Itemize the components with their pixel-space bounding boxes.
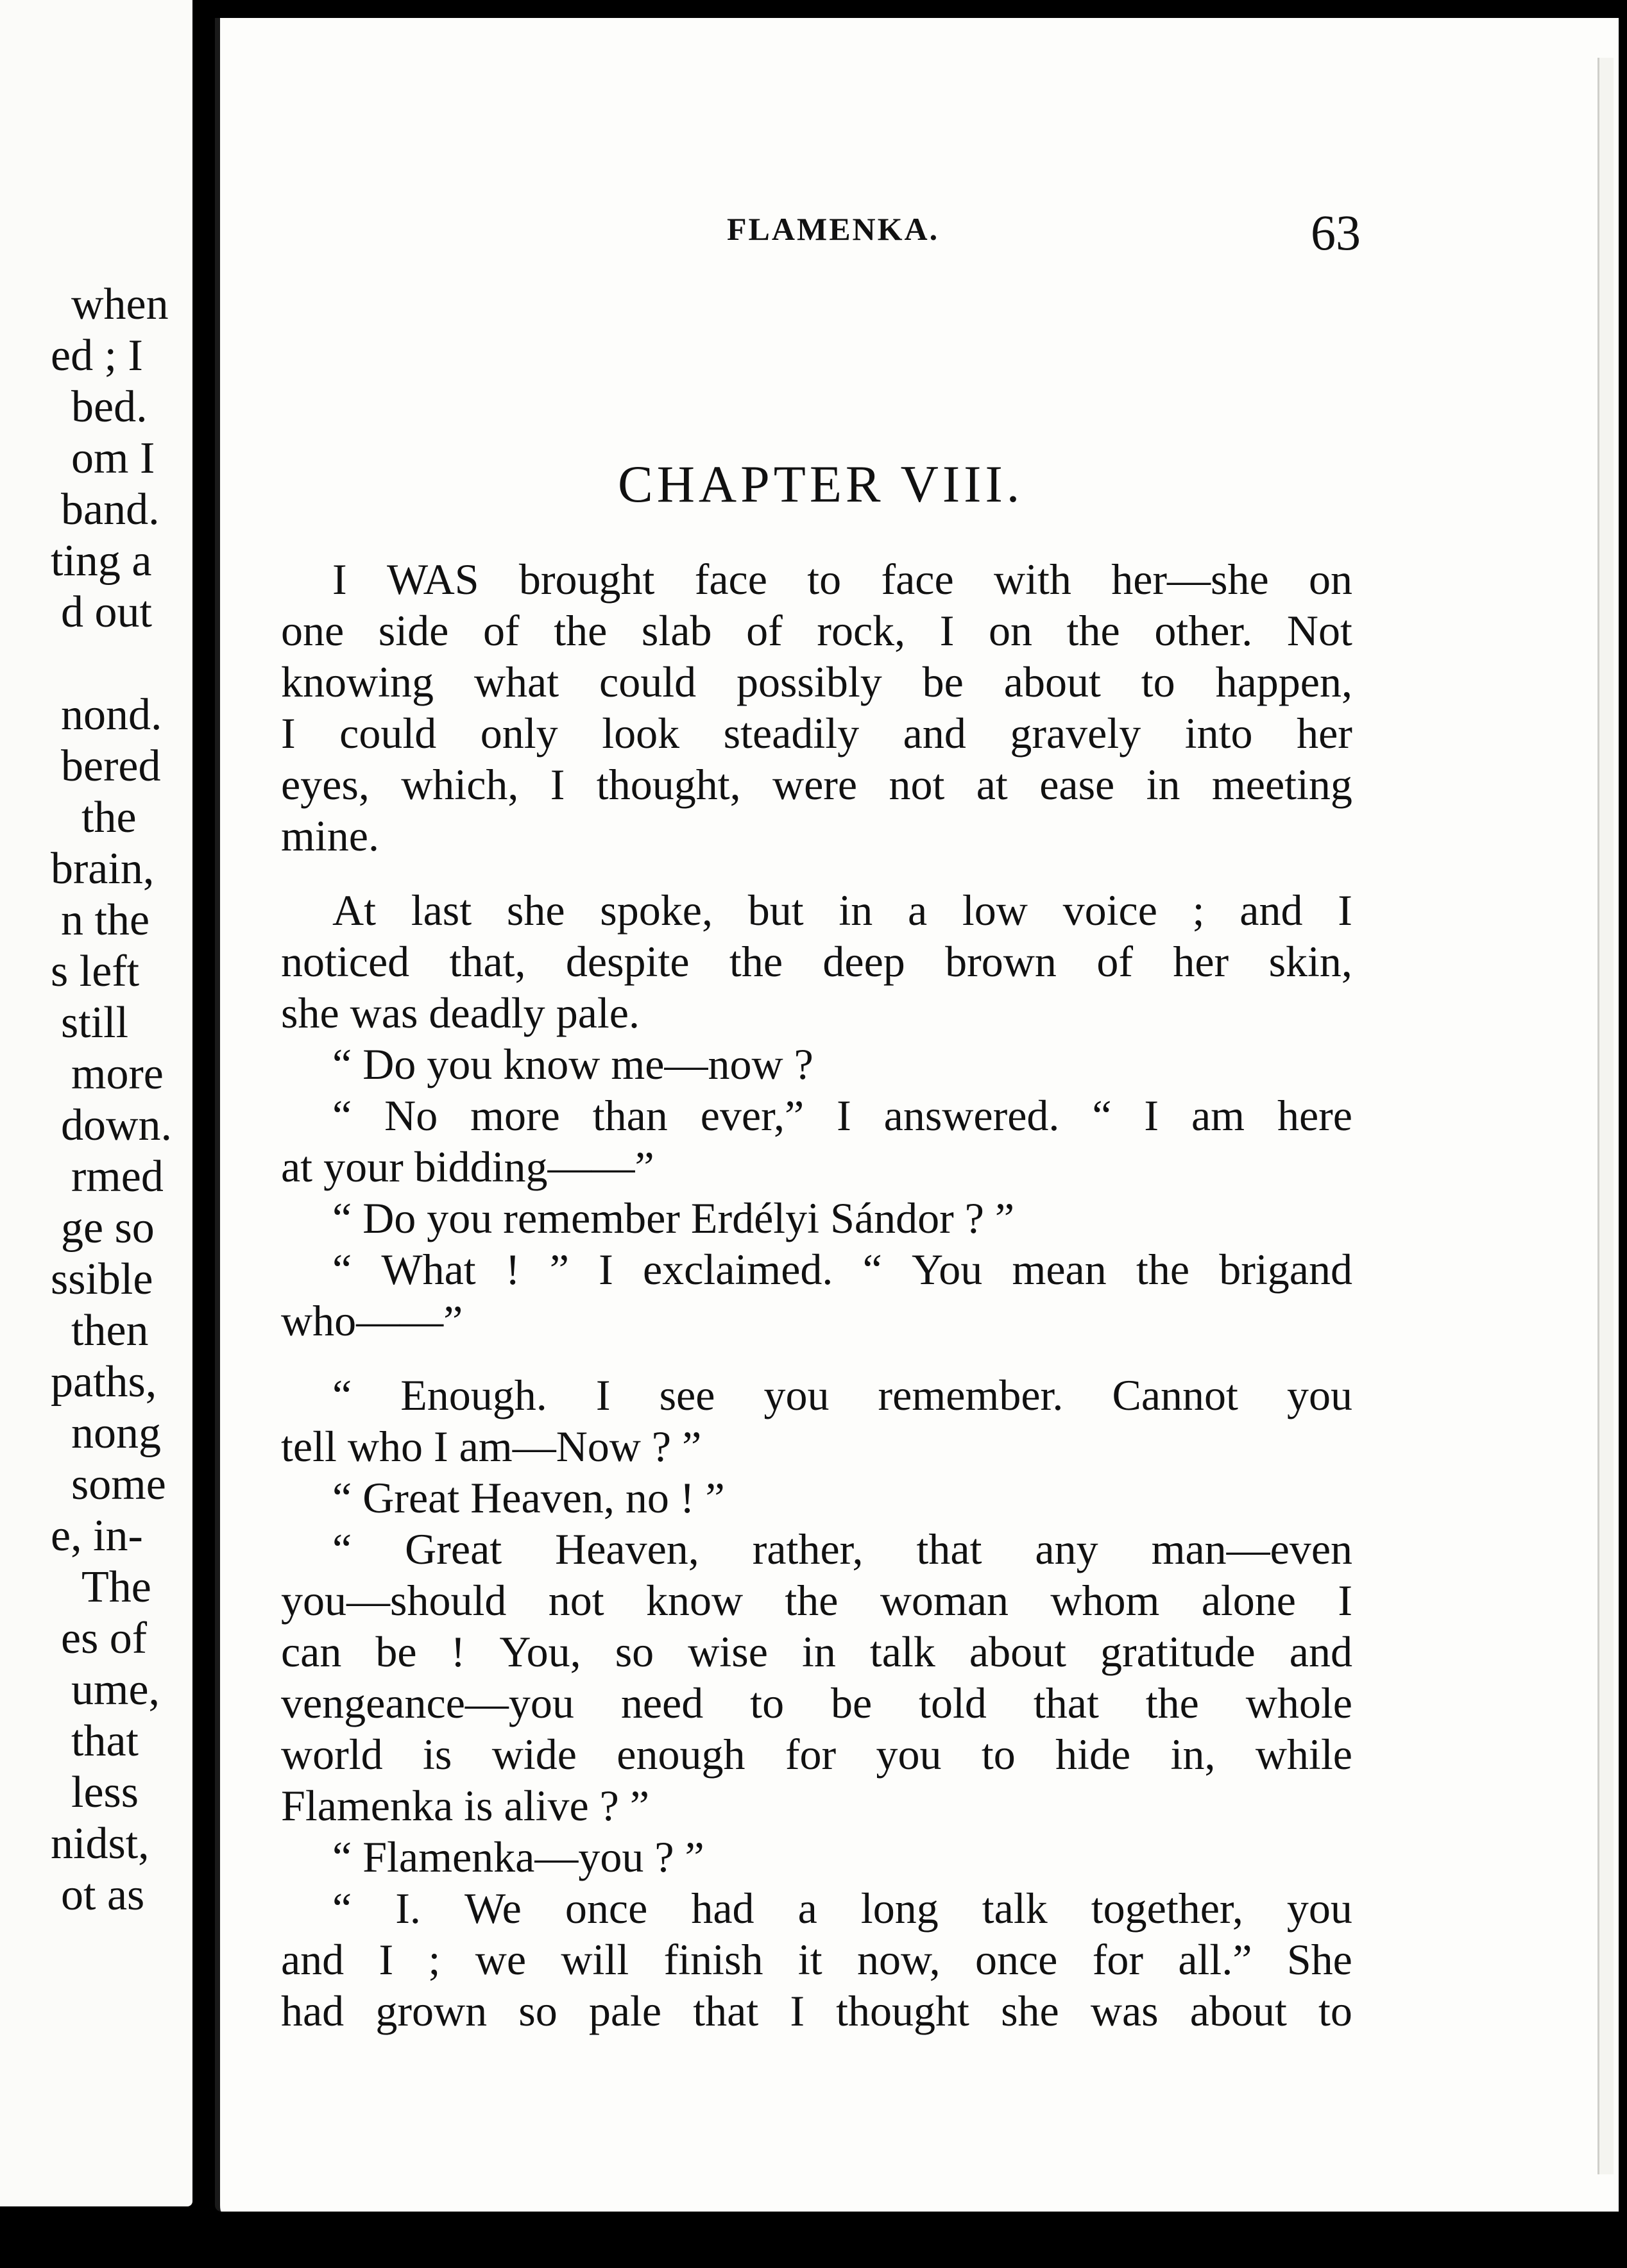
word: I	[1338, 886, 1352, 935]
word: I	[790, 1986, 805, 2035]
word: Sándor	[830, 1194, 954, 1242]
word: and	[1289, 1627, 1352, 1676]
word: “	[332, 1194, 352, 1242]
word: what	[473, 657, 559, 706]
word: ?	[964, 1194, 984, 1242]
word: know	[503, 1040, 601, 1088]
word: voice	[1062, 886, 1157, 935]
word: I	[550, 760, 565, 809]
previous-page-line: es of	[61, 1614, 148, 1663]
word: hide	[1055, 1730, 1131, 1779]
word: once	[565, 1884, 648, 1933]
previous-page-line: ting a	[51, 536, 152, 586]
word: the	[785, 1576, 839, 1625]
word: be	[375, 1627, 417, 1676]
word: to	[981, 1730, 1016, 1779]
word: finish	[663, 1935, 763, 1984]
word: no	[625, 1473, 669, 1522]
word: at	[976, 760, 1008, 809]
word: need	[620, 1679, 704, 1727]
previous-page-line: then	[71, 1306, 149, 1355]
page-number: 63	[1311, 205, 1361, 260]
previous-page-line: paths,	[51, 1357, 157, 1407]
word: you	[1286, 1371, 1352, 1419]
previous-page-line: s left	[51, 947, 140, 996]
word: bidding——”	[414, 1142, 654, 1191]
text-line	[281, 1677, 1352, 1729]
word: you—should	[281, 1576, 507, 1625]
word: in	[1146, 760, 1180, 809]
word: so	[518, 1986, 558, 2035]
word: about	[1189, 1986, 1287, 2035]
word: I	[379, 1935, 394, 1984]
previous-page-line: nong	[71, 1409, 161, 1458]
word: any	[1035, 1525, 1098, 1573]
word: had	[281, 1986, 345, 2035]
previous-page-line: nond.	[61, 690, 162, 740]
word: we	[475, 1935, 527, 1984]
word: WAS	[386, 555, 479, 604]
word: to	[807, 555, 842, 604]
word: a	[797, 1884, 817, 1933]
word: not	[548, 1576, 604, 1625]
word: brown	[945, 937, 1057, 986]
text-line	[281, 1244, 1352, 1295]
word: in	[801, 1627, 836, 1676]
text-line	[281, 1729, 1352, 1780]
word: man—even	[1151, 1525, 1352, 1573]
running-head: FLAMENKA.	[727, 211, 940, 247]
word: the	[554, 606, 608, 655]
word: ”	[549, 1245, 569, 1294]
previous-page-line: ume,	[71, 1665, 160, 1714]
word: ?	[599, 1781, 619, 1830]
word: you	[763, 1371, 830, 1419]
word: ?	[654, 1832, 674, 1881]
text-line	[281, 1421, 1352, 1472]
word: “	[332, 1473, 352, 1522]
text-line	[281, 1780, 1352, 1831]
word: brought	[518, 555, 655, 604]
word: deep	[822, 937, 905, 986]
word: and	[1239, 886, 1303, 935]
previous-page-fragment	[0, 0, 192, 2206]
word: Cannot	[1112, 1371, 1238, 1419]
word: I	[433, 1422, 448, 1471]
word: wise	[688, 1627, 768, 1676]
previous-page-line: less	[71, 1768, 139, 1817]
word: ease	[1039, 760, 1115, 809]
word: is	[423, 1730, 452, 1779]
word: her—she	[1111, 555, 1269, 604]
text-line	[281, 1575, 1352, 1626]
word: wide	[491, 1730, 577, 1779]
word: that	[1033, 1679, 1099, 1727]
word: but	[747, 886, 804, 935]
previous-page-line: ge so	[61, 1203, 155, 1253]
word: had	[691, 1884, 754, 1933]
word: be	[831, 1679, 873, 1727]
word: talk	[982, 1884, 1048, 1933]
previous-page-line: ed ; I	[51, 331, 143, 380]
word: me—now	[611, 1040, 783, 1088]
text-line	[281, 1831, 1352, 1883]
word: answered.	[883, 1091, 1060, 1140]
word: all.”	[1178, 1935, 1252, 1984]
word: of	[746, 606, 783, 655]
word: !	[505, 1245, 520, 1294]
word: once	[975, 1935, 1058, 1984]
word: “	[332, 1525, 352, 1573]
word: while	[1255, 1730, 1352, 1779]
word: “	[332, 1371, 352, 1419]
word: steadily	[723, 709, 860, 757]
word: brigand	[1219, 1245, 1352, 1294]
word: ;	[1192, 886, 1205, 935]
word: pale	[588, 1986, 662, 2035]
word: ”	[685, 1832, 704, 1881]
word: You	[911, 1245, 983, 1294]
word: rock,	[817, 606, 906, 655]
word: rather,	[752, 1525, 864, 1573]
word: I	[1338, 1576, 1352, 1625]
previous-page-line: ssible	[51, 1255, 153, 1304]
previous-page-line: The	[81, 1562, 151, 1612]
word: Do	[362, 1040, 416, 1088]
word: it	[797, 1935, 822, 1984]
word: only	[480, 709, 558, 757]
text-line	[281, 810, 1352, 861]
word: who	[347, 1422, 423, 1471]
word: thought	[836, 1986, 969, 2035]
word: could	[599, 657, 697, 706]
text-line	[281, 1192, 1352, 1244]
word: Heaven,	[555, 1525, 699, 1573]
text-line	[281, 1883, 1352, 1934]
word: I	[1144, 1091, 1159, 1140]
word: skin,	[1268, 937, 1352, 986]
word: she	[281, 988, 339, 1037]
word: into	[1184, 709, 1253, 757]
previous-page-line: rmed	[71, 1152, 164, 1201]
word: !	[679, 1473, 695, 1522]
text-line	[281, 1626, 1352, 1677]
word: that,	[449, 937, 526, 986]
word: ;	[428, 1935, 441, 1984]
word: were	[772, 760, 858, 809]
word: Heaven,	[470, 1473, 615, 1522]
word: ever,”	[700, 1091, 805, 1140]
text-line	[281, 759, 1352, 810]
word: here	[1277, 1091, 1352, 1140]
word: Flamenka—you	[362, 1832, 644, 1881]
text-line	[281, 1472, 1352, 1523]
previous-page-line: d out	[61, 588, 152, 637]
word: that	[693, 1986, 759, 2035]
word: you	[876, 1730, 942, 1779]
word: meeting	[1211, 760, 1352, 809]
page-edge	[1597, 58, 1614, 2174]
word: I	[837, 1091, 851, 1140]
word: What	[381, 1245, 476, 1294]
word: Enough.	[400, 1371, 547, 1419]
word: be	[922, 657, 964, 706]
word: remember	[503, 1194, 680, 1242]
word: was	[1090, 1986, 1159, 2035]
word: vengeance—you	[281, 1679, 574, 1727]
word: for	[1092, 1935, 1144, 1984]
word: your	[323, 1142, 404, 1191]
previous-page-line: bed.	[71, 382, 148, 432]
word: one	[281, 606, 345, 655]
word: for	[785, 1730, 837, 1779]
text-line	[281, 1038, 1352, 1090]
word: know	[645, 1576, 744, 1625]
word: with	[993, 555, 1071, 604]
text-line	[281, 554, 1352, 605]
word: “	[1092, 1091, 1112, 1140]
word: at	[281, 1142, 313, 1191]
word: whole	[1245, 1679, 1352, 1727]
text-line	[281, 707, 1352, 759]
word: so	[615, 1627, 654, 1676]
text-line	[281, 884, 1352, 936]
word: her	[1297, 709, 1352, 757]
previous-page-line: when	[71, 280, 169, 329]
word: not	[889, 760, 945, 809]
word: I	[595, 1371, 611, 1419]
word: and	[281, 1935, 345, 1984]
word: ”	[682, 1422, 702, 1471]
word: she	[506, 886, 565, 935]
word: than	[592, 1091, 668, 1140]
word: “	[332, 1040, 352, 1088]
word: knowing	[281, 657, 434, 706]
book-page	[215, 18, 1619, 2212]
word: Great	[362, 1473, 460, 1522]
word: the	[1145, 1679, 1199, 1727]
word: I	[281, 709, 296, 757]
word: could	[339, 709, 437, 757]
word: possibly	[737, 657, 882, 706]
word: of	[1096, 937, 1133, 986]
text-line	[281, 1141, 1352, 1192]
word: thought,	[596, 760, 741, 809]
word: grown	[375, 1986, 488, 2035]
word: am—Now	[459, 1422, 641, 1471]
text-line	[281, 1934, 1352, 1985]
word: deadly	[429, 988, 545, 1037]
word: Erdélyi	[690, 1194, 820, 1242]
word: ?	[651, 1422, 672, 1471]
word: talk	[869, 1627, 935, 1676]
word: long	[860, 1884, 939, 1933]
word: about	[969, 1627, 1066, 1676]
word: of	[482, 606, 520, 655]
word: am	[1191, 1091, 1245, 1140]
word: you	[1286, 1884, 1352, 1933]
word: gratitude	[1100, 1627, 1256, 1676]
word: about	[1003, 657, 1101, 706]
word: “	[332, 1832, 352, 1881]
word: I	[939, 606, 955, 655]
word: No	[384, 1091, 438, 1140]
word: look	[602, 709, 680, 757]
text-line	[281, 1369, 1352, 1421]
chapter-body	[281, 554, 1352, 2036]
word: she	[1001, 1986, 1059, 2035]
chapter-title: CHAPTER VIII.	[618, 455, 1024, 513]
word: Great	[405, 1525, 502, 1573]
word: now,	[856, 1935, 941, 1984]
word: face	[881, 555, 954, 604]
word: will	[561, 1935, 629, 1984]
word: “	[332, 1091, 352, 1140]
previous-page-line: down.	[61, 1101, 173, 1150]
word: a	[907, 886, 928, 935]
word: exclaimed.	[642, 1245, 833, 1294]
previous-page-line: more	[71, 1049, 164, 1099]
word: told	[919, 1679, 987, 1727]
word: whom	[1050, 1576, 1160, 1625]
word: which,	[401, 760, 519, 809]
word: is	[464, 1781, 493, 1830]
word: the	[729, 937, 783, 986]
word: the	[1136, 1245, 1190, 1294]
word: slab	[641, 606, 712, 655]
word: Do	[362, 1194, 416, 1242]
text-line	[281, 656, 1352, 707]
text-line	[281, 1985, 1352, 2036]
word: mean	[1012, 1245, 1107, 1294]
word: in,	[1170, 1730, 1216, 1779]
word: “	[332, 1245, 352, 1294]
previous-page-line: ot as	[61, 1870, 145, 1920]
word: see	[659, 1371, 715, 1419]
word: despite	[565, 937, 690, 986]
word: side	[378, 606, 449, 655]
word: enough	[617, 1730, 745, 1779]
word: low	[962, 886, 1028, 935]
word: more	[470, 1091, 560, 1140]
word: last	[411, 886, 472, 935]
text-line	[281, 605, 1352, 656]
word: to	[1318, 1986, 1352, 2035]
previous-page-line: that	[71, 1716, 139, 1766]
text-line	[281, 1295, 1352, 1346]
previous-page-line: bered	[61, 741, 161, 791]
word: We	[464, 1884, 522, 1933]
previous-page-line: brain,	[51, 844, 155, 893]
word: Flamenka	[281, 1781, 454, 1830]
word: alive	[504, 1781, 589, 1830]
word: face	[694, 555, 767, 604]
word: woman	[880, 1576, 1009, 1625]
word: world	[281, 1730, 383, 1779]
previous-page-line: band.	[61, 485, 160, 534]
previous-page-line: om I	[71, 434, 155, 483]
word: You,	[499, 1627, 581, 1676]
word: the	[1066, 606, 1120, 655]
word: I.	[395, 1884, 421, 1933]
word: Not	[1286, 606, 1352, 655]
previous-page-line: some	[71, 1460, 166, 1509]
word: I	[332, 555, 347, 604]
word: happen,	[1215, 657, 1352, 706]
word: you	[427, 1040, 493, 1088]
word: gravely	[1010, 709, 1141, 757]
word: eyes,	[281, 760, 370, 809]
word: and	[903, 709, 966, 757]
word: At	[332, 886, 376, 935]
word: “	[862, 1245, 882, 1294]
word: ”	[994, 1194, 1015, 1242]
word: that	[916, 1525, 982, 1573]
book-gutter	[192, 0, 218, 2268]
word: to	[1141, 657, 1175, 706]
word: together,	[1091, 1884, 1243, 1933]
text-line	[281, 936, 1352, 987]
word: She	[1286, 1935, 1352, 1984]
word: tell	[281, 1422, 337, 1471]
text-line	[281, 1090, 1352, 1141]
word: mine.	[281, 811, 379, 860]
word: to	[750, 1679, 785, 1727]
word: on	[989, 606, 1033, 655]
word: on	[1308, 555, 1352, 604]
previous-page-line: the	[81, 793, 137, 842]
word: ”	[705, 1473, 725, 1522]
previous-page-line: e, in-	[51, 1511, 143, 1561]
word: you	[427, 1194, 493, 1242]
word: remember.	[878, 1371, 1064, 1419]
word: noticed	[281, 937, 410, 986]
word: who——”	[281, 1296, 463, 1345]
word: other.	[1154, 606, 1253, 655]
word: was	[350, 988, 418, 1037]
word: can	[281, 1627, 342, 1676]
word: ”	[629, 1781, 650, 1830]
word: I	[599, 1245, 613, 1294]
word: spoke,	[600, 886, 713, 935]
text-line	[281, 1523, 1352, 1575]
word: “	[332, 1884, 352, 1933]
word: !	[450, 1627, 466, 1676]
previous-page-line: n the	[61, 895, 150, 945]
text-line	[281, 987, 1352, 1038]
previous-page-line: nidst,	[51, 1819, 149, 1868]
word: pale.	[556, 988, 640, 1037]
word: in	[839, 886, 873, 935]
previous-page-line: still	[61, 998, 129, 1047]
word: alone	[1201, 1576, 1296, 1625]
word: ?	[794, 1040, 814, 1088]
word: her	[1173, 937, 1229, 986]
